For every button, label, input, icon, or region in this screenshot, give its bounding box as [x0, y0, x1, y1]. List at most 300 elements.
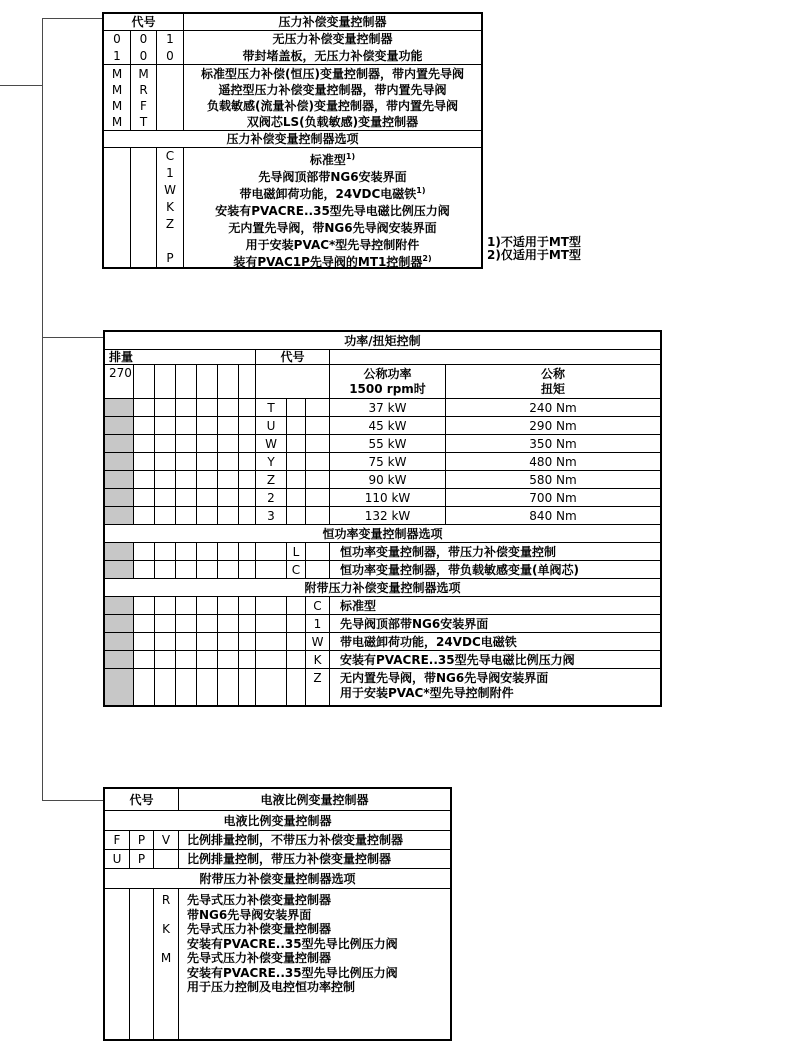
- empty-cell: [155, 453, 176, 470]
- empty-cell: [218, 399, 239, 416]
- digit-cell: 0: [139, 49, 148, 63]
- connector-vertical-line: [42, 18, 43, 801]
- option-code: C: [287, 561, 306, 578]
- empty-cell: [256, 543, 287, 560]
- option-code: [154, 966, 178, 981]
- empty-cell: [306, 417, 330, 434]
- empty-cell: [287, 435, 306, 452]
- m-col3-empty: [157, 65, 184, 130]
- empty-cell: [134, 615, 155, 632]
- attached-option-row-z: [105, 669, 660, 705]
- empty-cell: [239, 489, 256, 506]
- const-power-option-row: [105, 543, 660, 561]
- row-code: T: [256, 399, 287, 416]
- option-code: L: [287, 543, 306, 560]
- option-description: 恒功率变量控制器，带负载敏感变量(单阀芯): [340, 563, 579, 577]
- code-cell: T: [139, 115, 148, 129]
- option-text: 装有PVAC1P先导阀的MT1控制器: [233, 255, 423, 267]
- empty-cell: [306, 453, 330, 470]
- table2-data-row: [105, 471, 660, 489]
- shaded-cell: [105, 651, 134, 668]
- code-cell: R: [139, 83, 148, 97]
- empty-cell: [306, 435, 330, 452]
- shaded-cell: [105, 633, 134, 650]
- option-description: [184, 182, 481, 199]
- code-cell: F: [105, 831, 130, 849]
- empty-cell: [134, 435, 155, 452]
- description-line: 用于安装PVAC*型先导控制附件: [340, 686, 514, 700]
- shaded-cell: [105, 561, 134, 578]
- option-code: K: [162, 922, 170, 936]
- empty-cell: [239, 669, 256, 705]
- empty-cell: [134, 507, 155, 524]
- power-torque-table: [103, 330, 662, 707]
- empty-cell: [155, 633, 176, 650]
- empty-cell: [176, 471, 197, 488]
- empty-cell: [134, 489, 155, 506]
- option-description: 安装有PVACRE..35型先导电磁比例压力阀: [340, 653, 575, 667]
- option-description: 带电磁卸荷功能，24VDC电磁铁: [340, 635, 517, 649]
- empty-cell: [218, 453, 239, 470]
- description-line: 安装有PVACRE..35型先导比例压力阀: [187, 965, 398, 980]
- table3-options-header-row: [105, 869, 450, 889]
- attached-option-row: [105, 633, 660, 651]
- description-line: 先导式压力补偿变量控制器: [187, 951, 332, 965]
- empty-cell: [176, 633, 197, 650]
- row-code: Z: [256, 471, 287, 488]
- code-cell: M: [111, 67, 123, 81]
- empty-cell: [197, 399, 218, 416]
- code-cell: U: [105, 850, 130, 868]
- table2-data-row: [105, 489, 660, 507]
- empty-cell: [306, 507, 330, 524]
- table1-header-row: [104, 14, 481, 31]
- empty-cell: [287, 669, 306, 705]
- empty-cell: [155, 489, 176, 506]
- table2-data-row: [105, 507, 660, 525]
- empty-cell: [134, 597, 155, 614]
- empty-cell: [134, 561, 155, 578]
- table3-code-row: [105, 850, 450, 869]
- empty-cell: [197, 615, 218, 632]
- empty-cell: [134, 543, 155, 560]
- description-line: 带封堵盖板，无压力补偿变量功能: [242, 49, 423, 63]
- torque-value: 580 Nm: [529, 473, 577, 487]
- empty-cell: [134, 365, 155, 398]
- description-line: 无内置先导阀，带NG6先导阀安装界面: [340, 671, 549, 685]
- shaded-cell: [105, 471, 134, 488]
- empty-cell: [256, 615, 287, 632]
- table2-data-row: [105, 399, 660, 417]
- empty-cell: [256, 597, 287, 614]
- option-code: C: [165, 149, 175, 163]
- empty-cell: [239, 633, 256, 650]
- const-power-option-row: [105, 561, 660, 579]
- shaded-cell: [105, 597, 134, 614]
- electrohydraulic-proportional-table: [103, 787, 452, 1041]
- empty-cell: [218, 597, 239, 614]
- description-line: 用于压力控制及电控恒功率控制: [187, 980, 356, 994]
- option-code: 1: [306, 615, 330, 632]
- empty-cell: [155, 435, 176, 452]
- empty-cell: [197, 453, 218, 470]
- empty-cell: [197, 471, 218, 488]
- empty-cell: [197, 543, 218, 560]
- option-description: 先导阀顶部带NG6安装界面: [340, 617, 489, 631]
- row-code: W: [256, 435, 287, 452]
- empty-cell: [176, 615, 197, 632]
- torque-value: 700 Nm: [529, 491, 577, 505]
- empty-cell: [197, 435, 218, 452]
- empty-cell: [239, 435, 256, 452]
- empty-cell: [197, 633, 218, 650]
- empty-cell: [218, 669, 239, 705]
- empty-cell: [306, 561, 330, 578]
- empty-cell: [218, 633, 239, 650]
- option-code: W: [306, 633, 330, 650]
- empty-cell: [239, 561, 256, 578]
- empty-cell: [218, 561, 239, 578]
- empty-cell: [155, 417, 176, 434]
- empty-cell: [197, 365, 218, 398]
- empty-cell: [287, 507, 306, 524]
- empty-cell: [155, 597, 176, 614]
- shaded-cell: [105, 417, 134, 434]
- option-description: [184, 199, 481, 216]
- description-line: 先导式压力补偿变量控制器: [187, 893, 332, 907]
- shaded-cell: [105, 489, 134, 506]
- power-value: 90 kW: [330, 471, 446, 488]
- option-description: 恒功率变量控制器，带压力补偿变量控制: [340, 545, 557, 559]
- empty-cell: [176, 399, 197, 416]
- option-code: [306, 669, 330, 705]
- code-cell: V: [154, 831, 179, 849]
- empty-cell: [155, 669, 176, 705]
- empty-cell: [197, 489, 218, 506]
- footnote-marker: 2): [422, 254, 432, 263]
- footnote-2: 2)仅适用于MT型: [487, 248, 581, 262]
- table2-displacement-row: [105, 365, 660, 399]
- empty-cell: [176, 507, 197, 524]
- digit-col2: [131, 31, 157, 64]
- empty-cell: [287, 417, 306, 434]
- empty-cell: [239, 471, 256, 488]
- option-code: [154, 937, 178, 952]
- displacement-value: 270: [105, 365, 134, 398]
- options-col2-empty: [131, 148, 157, 267]
- empty-cell: [176, 453, 197, 470]
- m-col2: [131, 65, 157, 130]
- empty-cell: [218, 471, 239, 488]
- empty-cell: [218, 365, 239, 398]
- table1-m-block: [104, 65, 481, 131]
- option-code: Z: [165, 217, 175, 231]
- option-code: [154, 980, 178, 995]
- connector-left-stub: [0, 85, 43, 86]
- empty-cell: [287, 615, 306, 632]
- empty-cell: [287, 633, 306, 650]
- description-line: 负载敏感(流量补偿)变量控制器，带内置先导阀: [207, 99, 458, 113]
- option-text: 安装有PVACRE..35型先导电磁比例压力阀: [215, 204, 450, 218]
- empty-cell: [176, 417, 197, 434]
- description-line: 标准型压力补偿(恒压)变量控制器，带内置先导阀: [201, 67, 464, 81]
- shaded-cell: [105, 507, 134, 524]
- connector-branch-top-table: [43, 18, 102, 19]
- option-description: [184, 216, 481, 233]
- header-line: 公称: [540, 367, 565, 381]
- power-value: 132 kW: [330, 507, 446, 524]
- code-cell: M: [111, 83, 123, 97]
- empty-cell: [239, 365, 256, 398]
- power-value: 110 kW: [330, 489, 446, 506]
- code-cell: P: [130, 850, 154, 868]
- option-description: [184, 233, 481, 250]
- description-line: 双阀芯LS(负载敏感)变量控制器: [246, 115, 419, 129]
- options-col2-empty: [130, 889, 154, 1039]
- empty-cell: [134, 651, 155, 668]
- option-code: W: [164, 183, 176, 197]
- shaded-cell: [105, 435, 134, 452]
- options-code-column: [157, 148, 184, 267]
- option-code: [157, 233, 183, 250]
- torque-column-header: [446, 365, 660, 398]
- empty-cell: [218, 489, 239, 506]
- option-text: 用于安装PVAC*型先导控制附件: [245, 238, 420, 252]
- empty-cell: [176, 669, 197, 705]
- shaded-cell: [105, 669, 134, 705]
- empty-cell: [218, 507, 239, 524]
- empty-cell: [239, 417, 256, 434]
- empty-cell: [287, 597, 306, 614]
- empty-cell: [239, 453, 256, 470]
- table3-subheader-row: [105, 811, 450, 831]
- empty-cell: [306, 471, 330, 488]
- empty-cell: [287, 399, 306, 416]
- attached-options-header-row: [105, 579, 660, 597]
- table3-code-row: [105, 831, 450, 850]
- empty-cell: [176, 435, 197, 452]
- empty-cell: [197, 651, 218, 668]
- empty-cell: [197, 561, 218, 578]
- empty-cell: [197, 507, 218, 524]
- empty-cell: [218, 651, 239, 668]
- code-cell: F: [140, 99, 147, 113]
- empty-cell: [256, 365, 330, 398]
- power-column-header: [330, 365, 446, 398]
- code-cell: M: [138, 67, 149, 81]
- digit-cell: 0: [113, 32, 121, 46]
- option-description: [330, 669, 660, 705]
- attached-option-row: [105, 651, 660, 669]
- description-cell: 比例排量控制，不带压力补偿变量控制器: [187, 833, 404, 847]
- empty-cell: [176, 543, 197, 560]
- empty-cell: [256, 669, 287, 705]
- power-value: 75 kW: [330, 453, 446, 470]
- digit-cell: 1: [113, 49, 121, 63]
- code-cell: [154, 850, 179, 868]
- table1-digit-block: [104, 31, 481, 65]
- empty-cell: [134, 471, 155, 488]
- empty-cell: [239, 651, 256, 668]
- row-code: 3: [256, 507, 287, 524]
- empty-cell: [155, 507, 176, 524]
- empty-cell: [176, 597, 197, 614]
- const-power-options-header-row: [105, 525, 660, 543]
- empty-cell: [176, 651, 197, 668]
- shaded-cell: [105, 543, 134, 560]
- empty-cell: [134, 633, 155, 650]
- empty-cell: [218, 435, 239, 452]
- option-text: 带电磁卸荷功能，24VDC电磁铁: [239, 187, 417, 201]
- description-line: 安装有PVACRE..35型先导比例压力阀: [187, 936, 398, 951]
- table2-title-row: [105, 332, 660, 350]
- table2-data-row: [105, 417, 660, 435]
- shaded-cell: [105, 453, 134, 470]
- options-description-column: [179, 889, 450, 1039]
- power-value: 55 kW: [330, 435, 446, 452]
- digit-cell: 0: [166, 49, 174, 63]
- empty-cell: [239, 507, 256, 524]
- option-code: K: [306, 651, 330, 668]
- description-line: 遥控型压力补偿变量控制器，带内置先导阀: [218, 83, 447, 97]
- section-header: 压力补偿变量控制器选项: [226, 132, 359, 146]
- power-value: 45 kW: [330, 417, 446, 434]
- empty-cell: [155, 471, 176, 488]
- description-line: 无压力补偿变量控制器: [272, 32, 393, 46]
- option-text: 标准型: [309, 153, 346, 167]
- option-text: 先导阀顶部带NG6安装界面: [258, 170, 407, 184]
- empty-cell: [239, 543, 256, 560]
- digit-col1: [104, 31, 131, 64]
- shaded-cell: [105, 399, 134, 416]
- table3-title: 电液比例变量控制器: [260, 793, 369, 807]
- table1-title: 压力补偿变量控制器: [278, 15, 387, 29]
- digit-descriptions: [184, 31, 481, 64]
- option-code: C: [306, 597, 330, 614]
- table1-options-header-row: [104, 131, 481, 148]
- attached-option-row: [105, 615, 660, 633]
- empty-cell: [306, 543, 330, 560]
- code-column-header: 代号: [104, 14, 184, 30]
- table2-data-row: [105, 435, 660, 453]
- option-description: [184, 250, 481, 267]
- header-line: 扭矩: [540, 382, 565, 396]
- empty-cell: [176, 365, 197, 398]
- empty-cell: [134, 399, 155, 416]
- table3-options-block: [105, 889, 450, 1039]
- m-col1: [104, 65, 131, 130]
- table2-header-row: [105, 350, 660, 365]
- empty-cell: [176, 489, 197, 506]
- row-code: 2: [256, 489, 287, 506]
- options-code-column: [154, 889, 179, 1039]
- digit-col3: [157, 31, 184, 64]
- power-value: 37 kW: [330, 399, 446, 416]
- displacement-header: 排量: [105, 350, 256, 364]
- option-code: R: [161, 893, 171, 907]
- section-header: 附带压力补偿变量控制器选项: [304, 581, 461, 595]
- option-text: 无内置先导阀，带NG6先导阀安装界面: [228, 221, 437, 235]
- shaded-cell: [105, 615, 134, 632]
- empty-cell: [134, 417, 155, 434]
- option-code-text: Z: [313, 671, 322, 685]
- code-column-header: 代号: [256, 350, 330, 364]
- torque-value: 290 Nm: [529, 419, 577, 433]
- code-column-header: 代号: [105, 789, 179, 810]
- description-line: 带NG6先导阀安装界面: [187, 907, 312, 922]
- option-code: [154, 908, 178, 923]
- option-code: P: [166, 251, 174, 265]
- empty-cell: [155, 399, 176, 416]
- empty-cell: [197, 669, 218, 705]
- row-code: Y: [256, 453, 287, 470]
- empty-cell: [197, 597, 218, 614]
- empty-cell: [306, 399, 330, 416]
- header-line: 公称功率: [363, 367, 412, 381]
- option-code: K: [166, 200, 174, 214]
- torque-value: 350 Nm: [529, 437, 577, 451]
- pressure-compensator-table: [102, 12, 483, 269]
- empty-cell: [239, 399, 256, 416]
- options-col1-empty: [105, 889, 130, 1039]
- empty-cell: [218, 543, 239, 560]
- table2-title: 功率/扭矩控制: [344, 334, 421, 348]
- empty-cell: [287, 453, 306, 470]
- empty-cell: [155, 615, 176, 632]
- option-code: 1: [166, 166, 174, 180]
- option-description: [184, 148, 481, 165]
- footnotes: [487, 236, 581, 262]
- empty-cell: [218, 615, 239, 632]
- row-code: U: [256, 417, 287, 434]
- torque-value: 480 Nm: [529, 455, 577, 469]
- torque-value: 240 Nm: [529, 401, 577, 415]
- connector-branch-middle-table: [43, 337, 103, 338]
- empty-cell: [155, 651, 176, 668]
- code-cell: M: [111, 99, 123, 113]
- option-description: 标准型: [340, 599, 377, 613]
- description-line: 先导式压力补偿变量控制器: [187, 922, 332, 936]
- empty-cell: [155, 543, 176, 560]
- footnote-1: 1)不适用于MT型: [487, 235, 581, 249]
- empty-cell: [287, 471, 306, 488]
- empty-cell: [155, 365, 176, 398]
- empty-cell: [239, 615, 256, 632]
- header-blank-cell: [330, 350, 660, 364]
- empty-cell: [256, 651, 287, 668]
- header-line: 1500 rpm时: [349, 382, 426, 396]
- empty-cell: [134, 453, 155, 470]
- option-description: [184, 165, 481, 182]
- empty-cell: [256, 561, 287, 578]
- empty-cell: [306, 489, 330, 506]
- torque-value: 840 Nm: [529, 509, 577, 523]
- digit-cell: 0: [139, 32, 148, 46]
- options-description-column: [184, 148, 481, 267]
- empty-cell: [256, 633, 287, 650]
- empty-cell: [176, 561, 197, 578]
- m-descriptions: [184, 65, 481, 130]
- table2-data-row: [105, 453, 660, 471]
- section-header: 附带压力补偿变量控制器选项: [199, 872, 356, 886]
- empty-cell: [287, 651, 306, 668]
- empty-cell: [218, 417, 239, 434]
- code-cell: P: [130, 831, 154, 849]
- empty-cell: [197, 417, 218, 434]
- attached-option-row: [105, 597, 660, 615]
- table3-header-row: [105, 789, 450, 811]
- options-col1-empty: [104, 148, 131, 267]
